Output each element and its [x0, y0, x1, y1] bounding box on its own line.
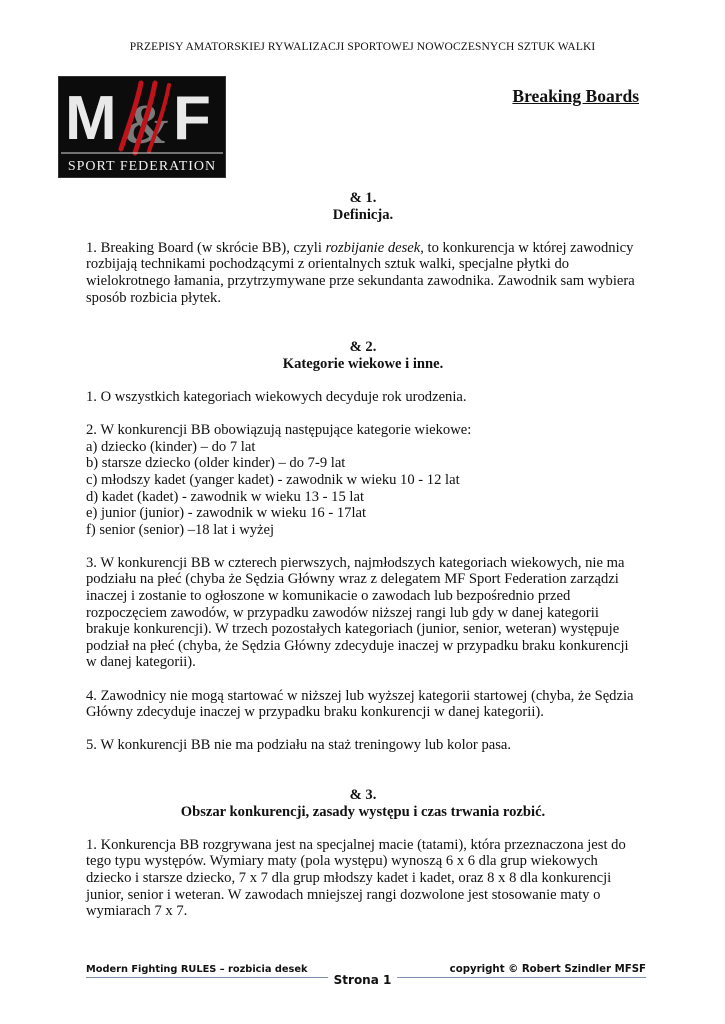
logo-letter-f: F [173, 84, 211, 153]
logo-subtitle: SPORT FEDERATION [67, 159, 217, 174]
section-2-paragraph-1: 1. O wszystkich kategoriach wiekowych decyduje rok urodzenia. [86, 388, 467, 405]
age-category-list [86, 439, 640, 539]
list-item: d) kadet (kadet) - zawodnik w wieku 13 - 15 lat [86, 488, 365, 505]
footer-left-text: Modern Fighting RULES – rozbicia desek [86, 964, 308, 975]
page-number: Strona 1 [0, 973, 725, 987]
logo-letter-m: M [65, 84, 117, 153]
section-1-number: & 1. [349, 190, 377, 206]
section-2-paragraph-3: 3. W konkurencji BB w czterech pierwszych, najmłodszych kategoriach wiekowych, nie ma podziału na płeć (chyba że Sędzia Główny wraz z delegatem MF Sport Federation zarządzi inaczej i zostanie to ogłoszone w komunikacie o zawodach lub bezpośrednio przed rozpoczęciem zawodów, w przypadku zawodów niższej rangi lub gdy w danej kategorii brakuje konkurencji). W trzech pozostałych kategoriach (junior, senior, weteran) występuje podział na płeć (chyba, że Sędzia Główny zdecyduje inaczej w przypadku braku konkurencji w danej kategorii). [86, 554, 629, 671]
section-1-heading: Definicja. [332, 206, 394, 223]
section-3-paragraph-1: 1. Konkurencja BB rozgrywana jest na specjalnej macie (tatami), która przeznaczona jest do tego typu występów. Wymiary maty (pola występu) wynoszą 6 x 6 dla grup wiekowych dziecko i starsze dziecko, 7 x 7 dla grup młodszy kadet i kadet, oraz 8 x 8 dla konkurencji junior, senior i weteran. W zawodach mniejszej rangi dozwolone jest stosowanie maty o wymiarach 7 x 7. [86, 836, 626, 920]
list-item: e) junior (junior) - zawodnik w wieku 16 - 17lat [86, 505, 367, 522]
section-2-paragraph-2-intro: 2. W konkurencji BB obowiązują następujące kategorie wiekowe: [86, 422, 472, 439]
document-body [86, 190, 640, 920]
section-2-paragraph-4: 4. Zawodnicy nie mogą startować w niższej lub wyższej kategorii startowej (chyba, że Sędzia Główny zdecyduje inaczej w przypadku braku konkurencji w danej kategorii). [86, 687, 634, 721]
list-item: a) dziecko (kinder) – do 7 lat [86, 438, 256, 455]
section-2-heading: Kategorie wiekowe i inne. [282, 355, 444, 372]
section-1-paragraph-1: 1. Breaking Board (w skrócie BB), czyli rozbijanie desek, to konkurencja w której zawodnicy rozbijają technikami pochodzącymi z orientalnych sztuk walki, specjalne płytki do wielokrotnego łamania, przytrzymywane prze sekundanta zawodnika. Zawodnik sam wybiera sposób rozbicia płytek. [86, 239, 635, 306]
list-item: b) starsze dziecko (older kinder) – do 7-9 lat [86, 455, 346, 472]
section-3-number: & 3. [349, 787, 377, 803]
list-item: c) młodszy kadet (yanger kadet) - zawodnik w wieku 10 - 12 lat [86, 471, 460, 488]
logo-ampersand: & [125, 94, 169, 156]
section-3-heading: Obszar konkurencji, zasady występu i czas trwania rozbić. [180, 803, 546, 820]
mf-sport-federation-logo [58, 76, 226, 178]
section-2-paragraph-5: 5. W konkurencji BB nie ma podziału na staż treningowy lub kolor pasa. [86, 737, 512, 754]
list-item: f) senior (senior) –18 lat i wyżej [86, 521, 275, 538]
running-header: PRZEPISY AMATORSKIEJ RYWALIZACJI SPORTOWEJ NOWOCZESNYCH SZTUK WALKI [129, 41, 596, 53]
section-2-number: & 2. [349, 339, 377, 356]
footer-copyright: copyright © Robert Szindler MFSF [449, 964, 646, 975]
document-title: Breaking Boards [512, 86, 639, 106]
